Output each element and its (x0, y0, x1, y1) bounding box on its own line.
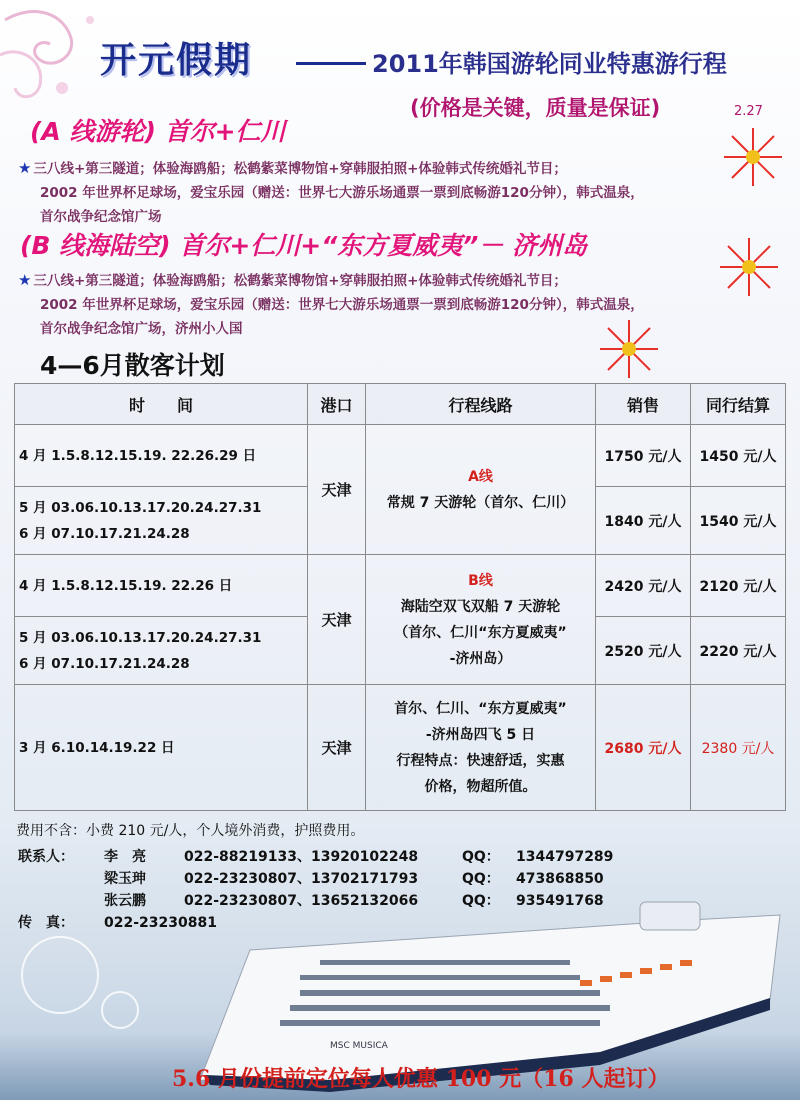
schedule-table (14, 383, 786, 811)
dates-line: 5 月 03.06.10.13.17.20.24.27.31 (19, 629, 262, 646)
contact-name: 李 亮 (104, 849, 146, 865)
contact-row (18, 846, 613, 868)
ship-name: MSC MUSICA (330, 1041, 388, 1051)
net-price: 2220 元/人 (691, 617, 786, 685)
route-b-desc-line: 2002 年世界杯足球场，爱宝乐园（赠送：世界七大游乐场通票一票到底畅游120分钟），韩式温泉， (40, 297, 644, 313)
contact-name: 张云鹏 (104, 893, 146, 909)
itinerary-cell (366, 425, 596, 555)
table-row (15, 425, 786, 487)
star-icon: ★ (18, 159, 32, 177)
qq-label: QQ： (462, 893, 500, 909)
net-price: 2120 元/人 (691, 555, 786, 617)
route-a-desc-line: 首尔战争纪念馆广场 (40, 209, 162, 225)
brand-title: 开元假期 (100, 40, 253, 81)
qq-label: QQ： (462, 849, 500, 865)
star-icon: ★ (18, 271, 32, 289)
dates-cell: 4 月 1.5.8.12.15.19. 22.26.29 日 (15, 425, 308, 487)
slogan: (价格是关键，质量是保证) (410, 96, 661, 120)
header-port: 港口 (308, 384, 366, 425)
sale-price: 2420 元/人 (596, 555, 691, 617)
route-a-description (18, 156, 738, 229)
itinerary-text: 行程特点：快速舒适，实惠 (396, 752, 565, 769)
route-b-description (18, 268, 738, 341)
plan-title: 4—6月散客计划 (40, 351, 225, 380)
port-cell: 天津 (308, 425, 366, 555)
contact-qq: 1344797289 (516, 849, 614, 865)
table-row (15, 555, 786, 617)
sale-price: 2520 元/人 (596, 617, 691, 685)
header-sale: 销售 (596, 384, 691, 425)
route-a-desc-line: 三八线+第三隧道；体验海鸥船；松鹤紫菜博物馆+穿韩服拍照+体验韩式传统婚礼节目； (33, 161, 567, 177)
itinerary-text: 海陆空双飞双船 7 天游轮 (400, 598, 561, 615)
net-price: 1450 元/人 (691, 425, 786, 487)
sale-price: 1840 元/人 (596, 487, 691, 555)
fax-label: 传 真： (18, 915, 74, 931)
itinerary-cell (366, 555, 596, 685)
route-a-desc-line: 2002 年世界杯足球场，爱宝乐园（赠送：世界七大游乐场通票一票到底畅游120分钟），韩式温泉， (40, 185, 644, 201)
contact-qq: 935491768 (516, 893, 604, 909)
table-header-row (15, 384, 786, 425)
route-b-desc-line: 三八线+第三隧道；体验海鸥船；松鹤紫菜博物馆+穿韩服拍照+体验韩式传统婚礼节目； (33, 273, 567, 289)
line-label: B线 (468, 572, 493, 589)
dates-cell: 4 月 1.5.8.12.15.19. 22.26 日 (15, 555, 308, 617)
itinerary-text: 常规 7 天游轮（首尔、仁川） (386, 494, 575, 511)
itinerary-text: -济州岛） (449, 650, 512, 667)
dates-line: 6 月 07.10.17.21.24.28 (19, 525, 190, 542)
date-code: 2.27 (734, 104, 763, 119)
dates-cell (15, 617, 308, 685)
itinerary-text: 首尔、仁川、“东方夏威夷” (394, 700, 567, 717)
line-label: A线 (468, 468, 493, 485)
net-price: 2380 元/人 (691, 685, 786, 811)
contact-name: 梁玉珅 (104, 871, 146, 887)
itinerary-cell (366, 685, 596, 811)
dates-line: 6 月 07.10.17.21.24.28 (19, 655, 190, 672)
header-net: 同行结算 (691, 384, 786, 425)
title-dash (296, 62, 366, 65)
route-b-desc-line: 首尔战争纪念馆广场，济州小人国 (40, 321, 243, 337)
qq-label: QQ： (462, 871, 500, 887)
subtitle: 2011年韩国游轮同业特惠游行程 (372, 50, 727, 78)
contact-phones: 022-23230807、13652132066 (184, 893, 419, 909)
itinerary-text: -济州岛四飞 5 日 (425, 726, 536, 743)
contacts-label: 联系人： (18, 849, 74, 865)
port-cell: 天津 (308, 685, 366, 811)
contact-phones: 022-88219133、13920102248 (184, 849, 419, 865)
itinerary-text: （首尔、仁川“东方夏威夷” (394, 624, 567, 641)
dates-cell: 3 月 6.10.14.19.22 日 (15, 685, 308, 811)
sale-price: 2680 元/人 (596, 685, 691, 811)
sale-price: 1750 元/人 (596, 425, 691, 487)
promotion-banner: 5.6 月份提前定位每人优惠 100 元（16 人起订） (172, 1066, 670, 1092)
header-dates: 时 间 (15, 384, 308, 425)
contact-phones: 022-23230807、13702171793 (184, 871, 419, 887)
itinerary-text: 价格，物超所值。 (424, 778, 537, 795)
route-a-title: (A 线游轮) 首尔+仁川 (30, 117, 286, 146)
header-itinerary: 行程线路 (366, 384, 596, 425)
dates-line: 5 月 03.06.10.13.17.20.24.27.31 (19, 499, 262, 516)
port-cell: 天津 (308, 555, 366, 685)
net-price: 1540 元/人 (691, 487, 786, 555)
fax-number: 022-23230881 (104, 915, 217, 931)
fee-exclusions: 费用不含：小费 210 元/人，个人境外消费，护照费用。 (16, 823, 365, 839)
table-row (15, 685, 786, 811)
contact-qq: 473868850 (516, 871, 604, 887)
dates-cell (15, 487, 308, 555)
route-b-title: (B 线海陆空) 首尔+仁川+“东方夏威夷”－ 济州岛 (20, 231, 588, 260)
